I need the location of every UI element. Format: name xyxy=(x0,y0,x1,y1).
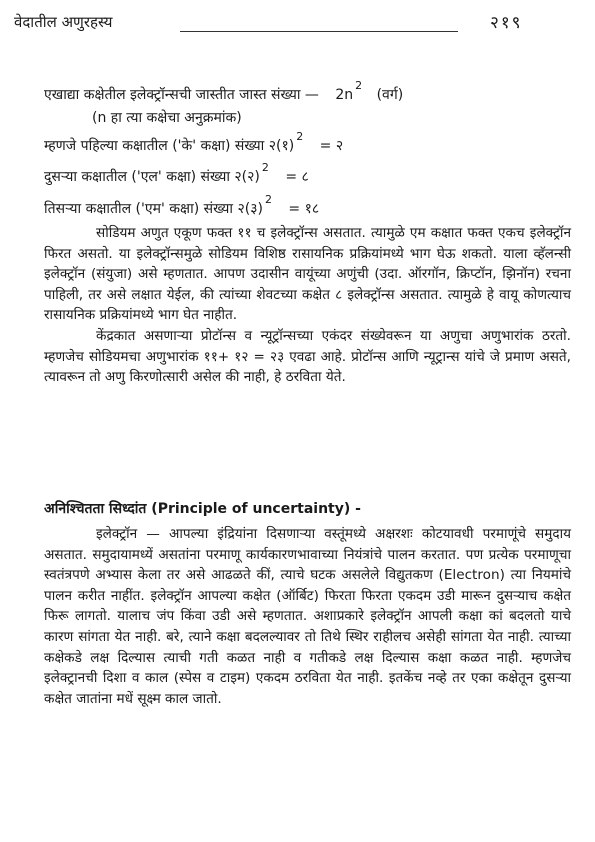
paragraph-sodium: सोडियम अणुत एकूण फक्त ११ च इलेक्ट्रॉन्स असतात. त्यामुळे एम कक्षात फक्त एकच इलेक्ट्रॉन फिरत असतो. या इलेक्ट्रॉन्समुळे सोडियम विशिष्ठ रासायनिक प्रक्रियांमध्ये भाग घेऊ शकतो. याला व्हॅलन्सी इलेक्ट्रॉन (संयुजा) असे म्हणतात. आपण उदासीन वायूंच्या अणुंची (उदा. ऑरगॉन, क्रिप्टॉन, झिनॉन) रचना पाहिली, तर असे लक्षात येईल, की त्यांच्या शेवटच्या कक्षेत ८ इलेक्ट्रॉन्स असतात. त्यामुळे हे वायू कोणत्याच रासायनिक प्रक्रियांमध्ये भाग घेत नाहीत. xyxy=(44,225,571,324)
first-orbit-exponent: 2 xyxy=(296,130,304,143)
second-orbit-formula xyxy=(44,161,309,186)
paragraph-atomic-mass: केंद्रकात असणाऱ्या प्रोटॉन्स व न्यूट्रॉन्सच्या एकंदर संख्येवरून या अणुचा अणुभारांक ठरतो. म्हणजेच सोडियमचा अणुभारांक ११+ १२ = २३ एवढा आहे. प्रोटॉन्स आणि न्यूट्रान्स यांचे जे प्रमाण असते, त्यावरून तो अणु किरणोत्सारी असेल की नाही, हे ठरविता येते. xyxy=(44,327,571,386)
second-orbit-exponent: 2 xyxy=(261,161,269,174)
body-text-lower xyxy=(44,524,571,709)
max-electrons-unit: (वर्ग) xyxy=(376,87,404,103)
heading-marathi: अनिश्चितता सिध्दांत xyxy=(44,501,147,517)
max-electrons-formula xyxy=(44,79,404,104)
section-heading xyxy=(44,499,361,518)
second-orbit-label: दुसऱ्या कक्षातील ('एल' कक्षा) संख्या २(२) xyxy=(44,169,260,185)
third-orbit-exponent: 2 xyxy=(264,193,272,206)
running-header-title: वेदातील अणुरहस्य xyxy=(14,13,113,31)
max-electrons-label: एखाद्या कक्षेतील इलेक्ट्रॉन्सची जास्तीत जास्त संख्या — xyxy=(44,87,319,103)
n-note: (n हा त्या कक्षेचा अनुक्रमांक) xyxy=(92,110,242,126)
paragraph-uncertainty: इलेक्ट्रॉन — आपल्या इंद्रियांना दिसणाऱ्या वस्तूंमध्ये अक्षरशः कोटयावधी परमाणूंचे समुदाय असतात. समुदायामध्यें असतांना परमाणू कार्यकारणभावाच्या नियंत्रांचे पालन करतात. पण प्रत्येक परमाणूचा स्वतंत्रपणे अभ्यास केला तर असे आढळते कीं, त्याचे घटक असलेले विद्युतकण (Electron) त्या नियमांचे पालन करीत नाहींत. इलेक्ट्रॉन आपल्या कक्षेत (ऑर्बिट) फिरता फिरता एकदम उडी मारून दुसऱ्याच कक्षेत फिरू लागतो. यालाच जंप किंवा उडी असे म्हणतात. अशाप्रकारे इलेक्ट्रॉन आपली कक्षा कां बदलतो याचे कारण सांगता येत नाही. बरे, त्याने कक्षा बदलल्यावर तो तिथे स्थिर राहीलच असेही सांगता येत नाही. त्याच्या कक्षेकडे लक्ष दिल्यास त्याची गती कळत नाही व गतीकडे लक्ष दिल्यास कक्षा कळत नाही. म्हणजेच इलेक्ट्रानची दिशा व काल (स्पेस व टाइम) एकदम ठरविता येत नाही. इतकेंच नव्हे तर एका कक्षेतून दुसऱ्या कक्षेत जातांना मधें सूक्ष्म काल जातो. xyxy=(44,526,571,707)
first-orbit-formula xyxy=(44,130,344,155)
first-orbit-result: = २ xyxy=(319,138,344,154)
third-orbit-label: तिसऱ्या कक्षातील ('एम' कक्षा) संख्या २(३) xyxy=(44,201,263,217)
first-orbit-label: म्हणजे पहिल्या कक्षातील ('के' कक्षा) संख्या २(१) xyxy=(44,138,295,154)
max-electrons-expr: 2n xyxy=(335,87,354,103)
third-orbit-result: = १८ xyxy=(288,201,320,217)
second-orbit-result: = ८ xyxy=(285,169,309,185)
header-rule xyxy=(180,31,458,32)
page-number: २१९ xyxy=(490,13,523,33)
body-text-upper xyxy=(44,223,571,388)
third-orbit-formula xyxy=(44,193,320,218)
heading-english: (Principle of uncertainty) - xyxy=(151,501,361,517)
max-electrons-exponent: 2 xyxy=(355,79,363,92)
